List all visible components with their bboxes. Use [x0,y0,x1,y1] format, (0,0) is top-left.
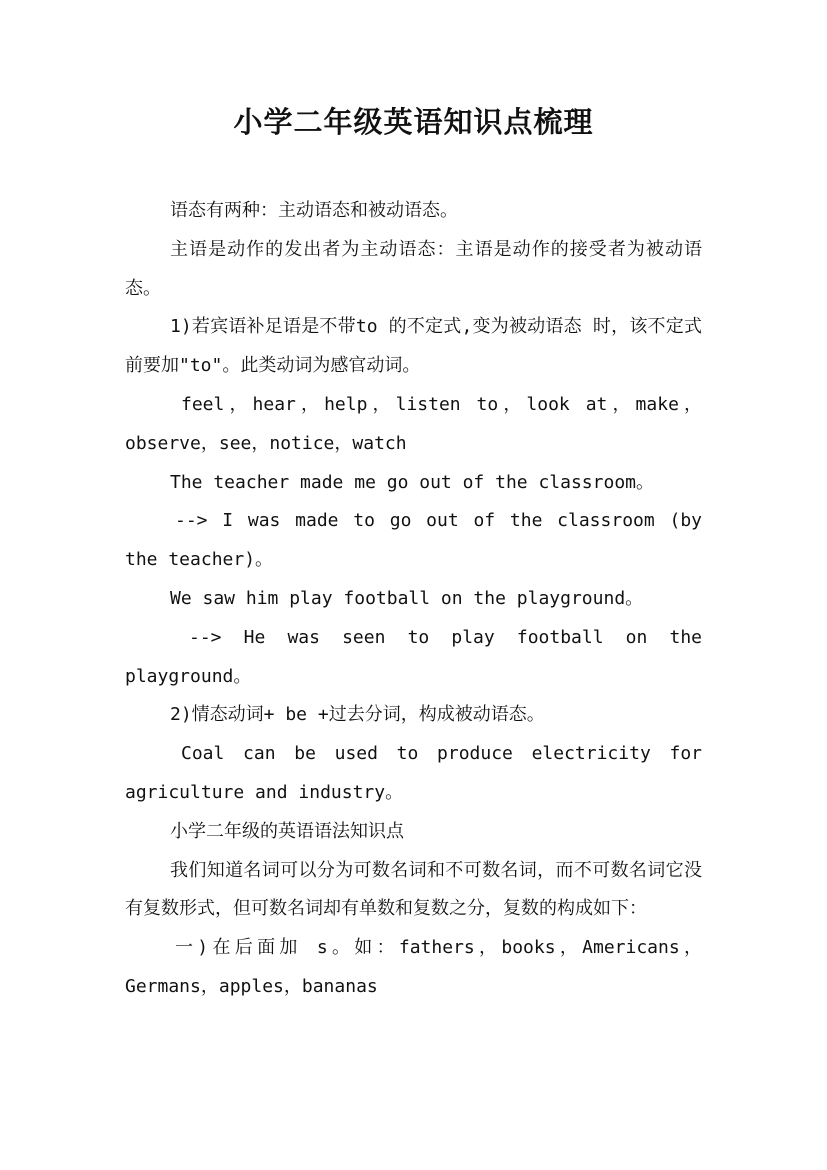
paragraph-example-1: The teacher made me go out of the classroom。 [170,471,654,493]
paragraph-example-1-passive: --> I was made to go out of the classroom (by the teacher)。 [125,510,702,571]
paragraph-section-heading: 小学二年级的英语语法知识点 [170,820,404,842]
paragraph-rule-1: 1)若宾语补足语是不带to 的不定式,变为被动语态 时，该不定式前要加"to"。此类动词为感官动词。 [125,316,702,377]
paragraph-example-3: Coal can be used to produce electricity for agriculture and industry。 [125,743,702,803]
document-body [125,192,702,1007]
paragraph-rule-2: 2)情态动词+ be +过去分词，构成被动语态。 [170,704,545,726]
paragraph-plural-s: 一)在后面加 s。如：fathers，books，Americans，Germans，apples，bananas [125,937,702,997]
paragraph-example-2-passive: --> He was seen to play football on the playground。 [125,626,702,687]
paragraph-voice-definition: 主语是动作的发出者为主动语态：主语是动作的接受者为被动语态。 [125,238,702,299]
paragraph-example-2: We saw him play football on the playground。 [170,587,644,609]
document-title: 小学二年级英语知识点梳理 [233,105,594,139]
paragraph-noun-rule: 我们知道名词可以分为可数名词和不可数名词，而不可数名词它没有复数形式，但可数名词却有单数和复数之分，复数的构成如下： [125,859,702,920]
paragraph-voice-types: 语态有两种：主动语态和被动语态。 [170,200,458,221]
paragraph-sense-verbs: feel，hear，help，listen to，look at，make，observe，see，notice，watch [125,393,702,454]
